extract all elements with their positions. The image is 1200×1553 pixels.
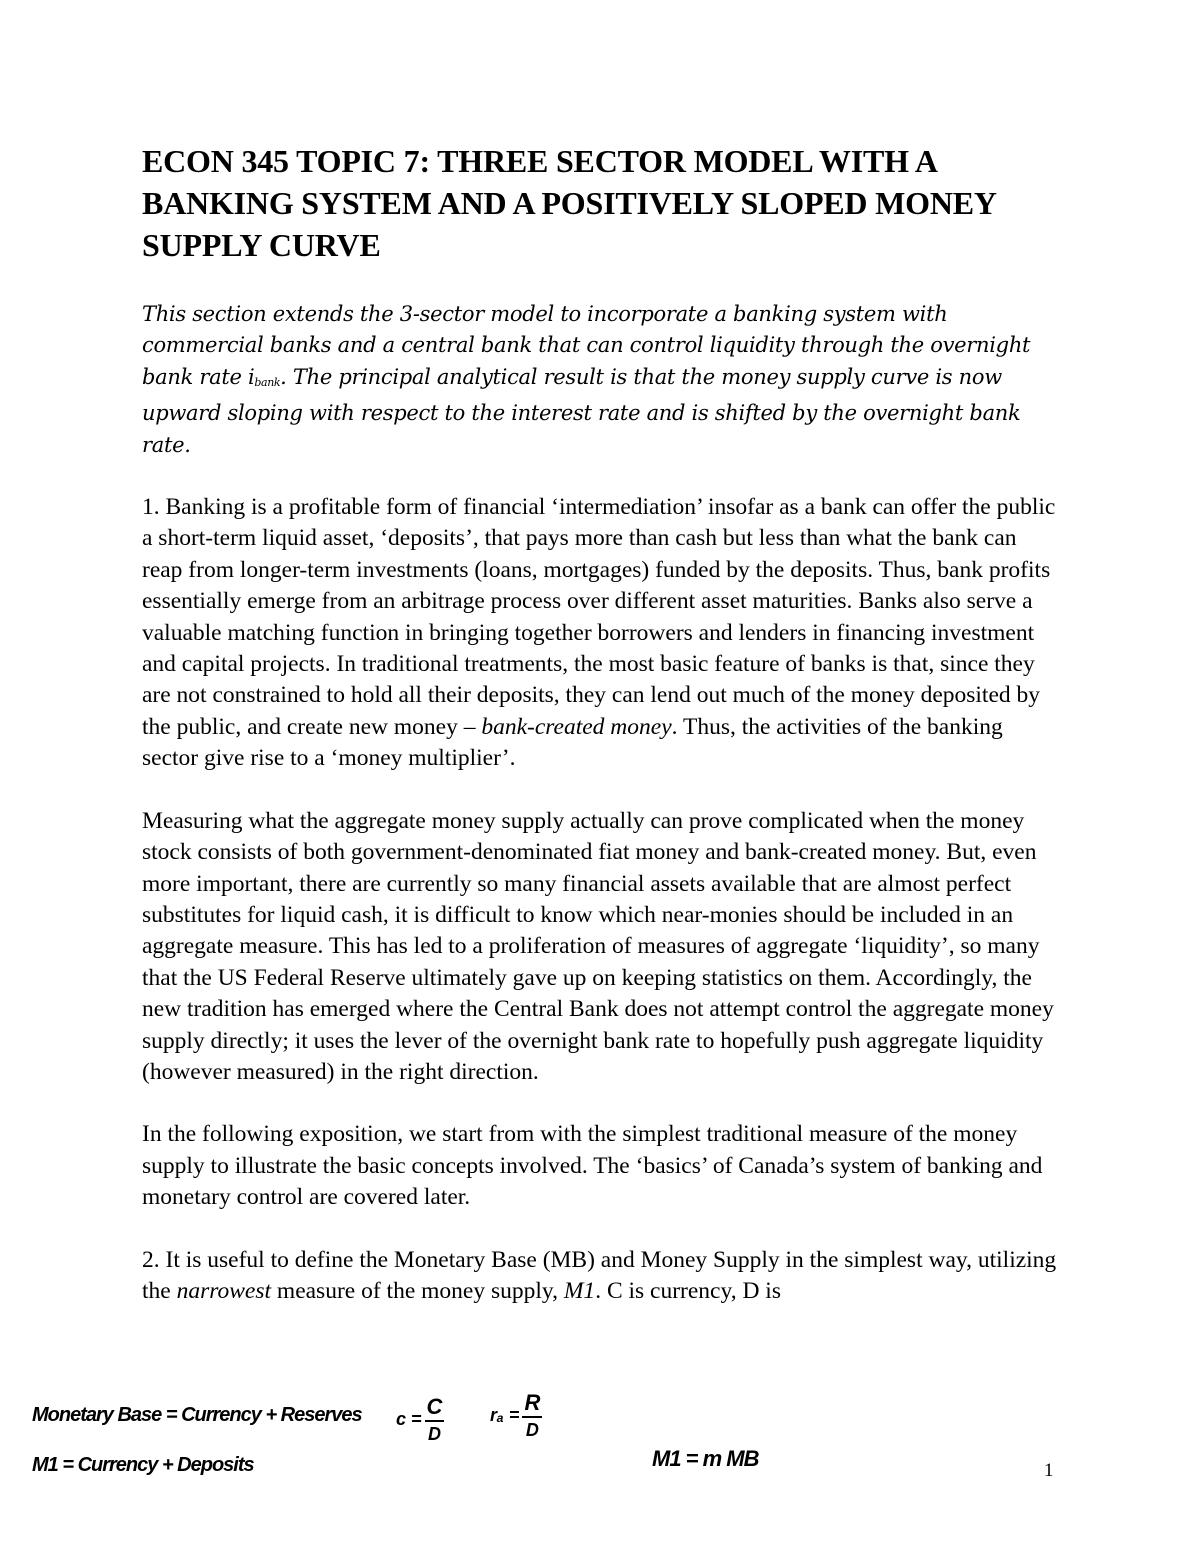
currency-ratio-numerator: C [425, 1396, 445, 1422]
bank-created-money-term: bank-created money [481, 713, 672, 740]
abstract-text-start: This section extends the 3-sector model to incorporate a banking system with commercial banks and a central bank that can control liquidity through the overnight bank rate i [142, 302, 1031, 389]
currency-ratio-fraction [425, 1396, 445, 1443]
paragraph-definitions-text: 2. It is useful to define the Monetary Base (MB) and Money Supply in the simplest way, utilizing the [142, 1246, 1057, 1304]
document-title: ECON 345 TOPIC 7: THREE SECTOR MODEL WITH A BANKING SYSTEM AND A POSITIVELY SLOPED MONEY SUPPLY CURVE [142, 143, 996, 263]
handwritten-money-multiplier-note: M1 = m MB [652, 1446, 759, 1471]
section-abstract [142, 299, 1060, 461]
reserve-ratio-numerator: R [522, 1392, 542, 1418]
page-body [142, 140, 1060, 1307]
paragraph-definitions [142, 1245, 1060, 1308]
currency-ratio-symbol: c = [396, 1409, 422, 1429]
abstract-text-end: . The principal analytical result is that the money supply curve is now upward sloping with respect to the interest rate and is shifted by the overnight bank rate. [142, 364, 1021, 457]
handwritten-reserve-ratio [490, 1392, 542, 1439]
narrowest-term: narrowest [176, 1277, 272, 1304]
paragraph-measuring: Measuring what the aggregate money supply actually can prove complicated when the money stock consists of both government-denominated fiat money and bank-created money. But, even more important, there are currently so many financial assets available that are almost perfect substitutes for liquid cash, it is difficult to know which near-monies should be included in an aggregate measure. This has led to a proliferation of measures of aggregate ‘liquidity’, so many that the US Federal Reserve ultimately gave up on keeping statistics on them. Accordingly, the new tradition has emerged where the Central Bank does not attempt control the aggregate money supply directly; it uses the lever of the overnight bank rate to hopefully push aggregate liquidity (however measured) in the right direction. [142, 807, 1054, 1085]
page-number: 1 [1044, 1460, 1054, 1481]
paragraph-definitions-end: . C is currency, D is [595, 1277, 781, 1304]
bank-rate-subscript: bank [254, 375, 281, 389]
paragraph-exposition: In the following exposition, we start from with the simplest traditional measure of the money supply to illustrate the basic concepts involved. The ‘basics’ of Canada’s system of banking and monetary control are covered later. [142, 1121, 1043, 1211]
handwritten-monetary-base-note: Monetary Base = Currency + Reserves [32, 1404, 362, 1426]
handwritten-currency-ratio [396, 1396, 444, 1443]
handwritten-m1-note: M1 = Currency + Deposits [32, 1454, 254, 1476]
paragraph-banking-text: 1. Banking is a profitable form of financial ‘intermediation’ insofar as a bank can offer the public a short-term liquid asset, ‘deposits’, that pays more than cash but less than what the bank can reap from longer-term investments (loans, mortgages) funded by the deposits. Thus, bank profits essentially emerge from an arbitrage process over different asset maturities. Banks also serve a valuable matching function in bringing together borrowers and lenders in financing investment and capital projects. In traditional treatments, the most basic feature of banks is that, since they are not constrained to hold all their deposits, they can lend out much of the money deposited by the public, and create new money – [142, 494, 1056, 740]
m1-term: M1 [563, 1277, 596, 1304]
paragraph-banking [142, 492, 1060, 775]
reserve-ratio-symbol: rₐ = [490, 1405, 520, 1425]
reserve-ratio-fraction [522, 1392, 542, 1439]
currency-ratio-denominator: D [427, 1424, 441, 1444]
paragraph-banking-end: . Thus, the activities of the banking sector give rise to a ‘money multiplier’. [142, 713, 1003, 772]
paragraph-definitions-middle: measure of the money supply, [271, 1277, 564, 1304]
reserve-ratio-denominator: D [525, 1420, 539, 1440]
